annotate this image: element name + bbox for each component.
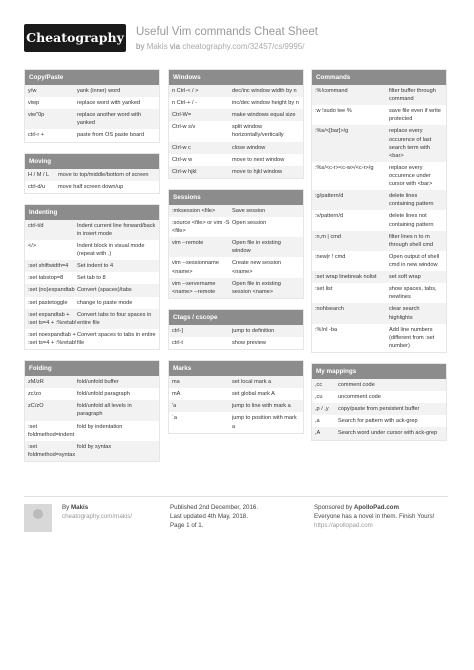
command-description: delete lines not containing pattern <box>389 213 434 228</box>
table-row <box>169 337 303 349</box>
command-key: 'a <box>172 403 177 410</box>
table-row <box>312 303 446 323</box>
table-row <box>312 231 446 251</box>
command-description: close window <box>232 144 266 151</box>
command-key: `a <box>172 415 177 422</box>
byline-by: by <box>136 42 145 51</box>
footer-author-url[interactable]: cheatography.com/makis/ <box>62 512 133 520</box>
command-key: zC/zO <box>28 403 44 410</box>
page-footer <box>24 496 448 536</box>
command-key: :%!nl -ba <box>315 326 338 333</box>
command-key: Ctrl-w hjkl <box>172 168 197 175</box>
column-middle <box>168 69 304 444</box>
table-row <box>25 109 159 129</box>
command-key: n Ctrl-< / > <box>172 88 199 94</box>
command-key: viwp <box>28 100 40 107</box>
table-row <box>169 217 303 237</box>
table-row <box>312 283 446 303</box>
command-key: :set noexpandtab + :set ts=4 + :%retab! <box>28 331 77 346</box>
footer-sponsor <box>314 504 450 531</box>
table-row <box>25 441 159 461</box>
updated-date: Last updated 4th May, 2018. <box>170 512 248 520</box>
byline <box>136 42 304 51</box>
section-copy-paste <box>24 69 160 143</box>
command-description: show spaces, tabs, newlines <box>389 286 437 301</box>
table-row <box>169 85 303 97</box>
command-key: Ctrl-w c <box>172 144 191 151</box>
command-key: :set wrap linebreak nolist <box>315 274 377 281</box>
table-row <box>25 388 159 400</box>
command-description: Open file in existing session <name> <box>232 280 281 295</box>
command-description: change to paste mode <box>77 299 133 306</box>
sponsor-url[interactable]: https://apollopad.com <box>314 521 373 529</box>
command-description: clear search highlights <box>389 306 420 321</box>
section-indenting <box>24 204 160 350</box>
table-row <box>312 379 446 391</box>
command-description: replace every occurence under cursor with <bar> <box>389 164 433 188</box>
section-sessions <box>168 189 304 299</box>
footer-by-label: By <box>62 504 70 511</box>
command-description: Set indent to 4 <box>77 263 114 270</box>
table-row <box>25 85 159 97</box>
command-description: Create new session <name> <box>232 260 282 275</box>
command-description: dec/inc window width by n <box>232 88 297 94</box>
page-title: Useful Vim commands Cheat Sheet <box>136 26 318 38</box>
command-description: jump to definition <box>232 327 275 334</box>
section-title: Windows <box>169 70 303 85</box>
table-row <box>169 278 303 298</box>
command-description: Convert tabs to four spaces in entire file <box>77 311 152 326</box>
published-date: Published 2nd December, 2016. <box>170 504 259 511</box>
section-ctags-cscope <box>168 309 304 350</box>
command-key: ,p / ,y <box>315 406 329 413</box>
table-row <box>169 412 303 432</box>
command-key: ctrl-t <box>172 339 183 346</box>
command-description: comment code <box>338 381 375 388</box>
command-key: </> <box>28 242 37 249</box>
command-description: paste from OS paste board <box>77 132 145 139</box>
section-title: My mappings <box>312 364 446 379</box>
command-key: :set list <box>315 286 333 293</box>
table-row <box>312 190 446 210</box>
page-count: Page 1 of 1. <box>170 521 204 529</box>
command-description: Save session <box>232 207 266 214</box>
command-key: :set (no)expandtab <box>28 287 75 294</box>
section-commands <box>311 69 447 353</box>
command-key: ctrl-r + <box>28 132 45 139</box>
section-my-mappings <box>311 363 447 441</box>
table-row <box>312 85 446 105</box>
table-row <box>25 169 159 181</box>
command-description: filter buffer through command <box>389 88 436 103</box>
command-key: :set foldmethod=syntax <box>28 443 76 458</box>
command-key: ,a <box>315 418 320 425</box>
command-key: y/w <box>28 88 37 94</box>
command-description: delete lines containing pattern <box>389 193 434 208</box>
section-title: Indenting <box>25 205 159 220</box>
section-windows <box>168 69 304 179</box>
table-row <box>312 105 446 125</box>
command-description: Open output of shell cmd in new window <box>389 253 440 268</box>
command-description: move to top/middle/bottom of screen <box>58 171 149 178</box>
table-row <box>25 421 159 441</box>
command-description: jump to position with mark a <box>232 415 297 430</box>
command-key: :set foldmethod=indent <box>28 423 75 438</box>
table-row <box>169 109 303 121</box>
command-description: set soft wrap <box>389 274 421 281</box>
command-description: replace another word with yanked <box>77 112 142 127</box>
section-moving <box>24 153 160 194</box>
section-rows <box>25 85 159 142</box>
command-key: zc/zo <box>28 391 42 398</box>
command-description: split window horizontally/vertically <box>232 124 284 139</box>
command-description: Convert (spaces)/tabs <box>77 287 132 294</box>
footer-dates <box>170 504 310 531</box>
table-row <box>169 325 303 337</box>
command-description: Search for pattern with ack-grep <box>338 418 418 425</box>
section-rows <box>25 169 159 193</box>
command-description: set global mark A <box>232 391 275 398</box>
command-description: jump to line with mark a <box>232 403 291 410</box>
command-key: ctrl-d/u <box>28 183 46 190</box>
command-key: vim --remote <box>172 240 204 247</box>
table-row <box>312 324 446 352</box>
command-key: ,cu <box>315 394 323 401</box>
command-description: Open session <box>232 219 267 226</box>
table-row <box>312 210 446 230</box>
table-row <box>25 260 159 272</box>
sheet-url-link[interactable]: cheatography.com/32457/cs/9995/ <box>182 42 305 51</box>
section-rows <box>169 205 303 298</box>
table-row <box>169 121 303 141</box>
byline-via: via <box>169 42 181 51</box>
section-title: Folding <box>25 361 159 376</box>
command-key: :%s/<[bar]>/g <box>315 128 349 135</box>
page-header <box>24 22 454 66</box>
command-description: fold by syntax <box>77 443 112 450</box>
command-key: Ctrl-W= <box>172 112 192 119</box>
command-key: :set pastetoggle <box>28 299 68 306</box>
column-left <box>24 69 160 472</box>
command-key: :g/pattern/d <box>315 193 344 200</box>
table-row <box>312 125 446 161</box>
command-key: :nohlsearch <box>315 306 344 313</box>
command-description: Indent current line forward/back in insert mode <box>77 222 156 237</box>
command-description: Add line numbers (different from :set number) <box>389 326 435 349</box>
command-description: save file even if write protected <box>389 108 441 123</box>
byline-author[interactable]: Makis <box>146 42 168 51</box>
section-title: Moving <box>25 154 159 169</box>
section-title: Copy/Paste <box>25 70 159 85</box>
sponsor-text: Everyone has a novel in them. Finish Yours! <box>314 512 435 520</box>
table-row <box>169 237 303 257</box>
table-row <box>25 181 159 193</box>
command-description: copy/paste from persistent buffer <box>338 406 420 413</box>
command-key: ,A <box>315 430 321 437</box>
command-key: ma <box>172 379 180 386</box>
table-row <box>312 403 446 415</box>
command-key: n Ctrl-+ / - <box>172 100 198 107</box>
section-rows <box>312 379 446 440</box>
table-row <box>169 400 303 412</box>
table-row <box>312 271 446 283</box>
command-description: fold/unfold paragraph <box>77 391 130 398</box>
sponsor-link[interactable]: ApolloPad.com <box>353 504 399 511</box>
command-description: fold by indentation <box>77 423 123 430</box>
table-row <box>312 162 446 190</box>
command-key: ,cc <box>315 381 323 388</box>
section-title: Sessions <box>169 190 303 205</box>
table-row <box>25 297 159 309</box>
table-row <box>25 309 159 329</box>
command-description: replace every occurence of last search term with <bar> <box>389 128 432 159</box>
command-key: mA <box>172 391 181 398</box>
command-key: H / M / L <box>28 171 50 178</box>
section-title: Marks <box>169 361 303 376</box>
table-row <box>25 284 159 296</box>
table-row <box>312 415 446 427</box>
table-row <box>169 97 303 109</box>
section-rows <box>25 220 159 349</box>
table-row <box>25 97 159 109</box>
section-rows <box>169 85 303 178</box>
section-title: Commands <box>312 70 446 85</box>
command-key: :%!command <box>315 88 348 94</box>
author-avatar <box>24 504 52 532</box>
command-description: uncomment code <box>338 394 381 401</box>
command-key: :set shiftwidth=4 <box>28 263 69 270</box>
command-description: replace word with yanked <box>77 100 141 107</box>
command-key: Ctrl-w s/v <box>172 124 196 131</box>
footer-author-name[interactable]: Makis <box>70 504 89 511</box>
command-key: :set expandtab + :set ts=4 + :%retab! <box>28 311 77 326</box>
command-description: Search word under cursor with ack-grep <box>338 430 438 437</box>
section-marks <box>168 360 304 434</box>
table-row <box>25 400 159 420</box>
table-row <box>169 257 303 277</box>
command-key: zM/zR <box>28 379 44 386</box>
command-key: :w !sudo tee % <box>315 108 352 115</box>
command-description: yank (inner) word <box>77 88 121 94</box>
table-row <box>169 376 303 388</box>
command-description: Set tab to 8 <box>77 275 106 282</box>
command-description: set local mark a <box>232 379 272 386</box>
command-key: :%s/<c-r><c-w>/<c-r>/g <box>315 164 374 171</box>
section-rows <box>169 325 303 349</box>
command-key: :new|r ! cmd <box>315 253 346 260</box>
command-description: make windows equal size <box>232 112 296 119</box>
table-row <box>25 129 159 141</box>
command-description: inc/dec window height by n <box>232 100 299 107</box>
table-row <box>169 388 303 400</box>
command-key: viw"0p <box>28 112 45 119</box>
table-row <box>312 391 446 403</box>
table-row <box>312 427 446 439</box>
cheatography-logo[interactable]: Cheatography <box>24 24 126 52</box>
table-row <box>169 142 303 154</box>
table-row <box>25 376 159 388</box>
command-key: :n,m | cmd <box>315 233 342 240</box>
section-rows <box>169 376 303 433</box>
command-description: fold/unfold buffer <box>77 379 119 386</box>
command-key: vim --sessionname <name> <box>172 260 219 275</box>
table-row <box>25 329 159 349</box>
section-title: Ctags / cscope <box>169 310 303 325</box>
table-row <box>25 220 159 240</box>
command-key: :source <file> or vim -S <file> <box>172 219 230 235</box>
command-key: ctrl-t/d <box>28 222 44 229</box>
command-key: vim --servername <name> --remote <box>172 280 216 295</box>
command-key: :set tabstop=8 <box>28 275 64 282</box>
section-rows <box>25 376 159 461</box>
command-key: Ctrl-w w <box>172 156 193 163</box>
column-right <box>311 69 447 451</box>
command-key: ctrl-] <box>172 327 183 334</box>
command-key: :v/pattern/d <box>315 213 343 220</box>
table-row <box>25 272 159 284</box>
command-description: move to next window <box>232 156 285 163</box>
command-description: filter lines n to m through shell cmd <box>389 233 434 248</box>
command-description: move half screen down/up <box>58 183 124 190</box>
section-folding <box>24 360 160 462</box>
command-description: fold/unfold all levels in paragraph <box>77 403 132 418</box>
table-row <box>169 166 303 178</box>
command-description: show preview <box>232 339 266 346</box>
command-key: :mksession <file> <box>172 207 216 214</box>
command-description: Convert spaces to tabs in entire file <box>77 331 156 346</box>
section-rows <box>312 85 446 352</box>
command-description: Indent block in visual mode (repeat with .) <box>77 242 145 258</box>
command-description: move to hjkl window <box>232 168 283 175</box>
sponsor-prefix: Sponsored by <box>314 504 353 511</box>
command-description: Open file in existing window <box>232 240 281 255</box>
table-row <box>169 154 303 166</box>
table-row <box>25 240 159 260</box>
table-row <box>312 251 446 271</box>
table-row <box>169 205 303 217</box>
